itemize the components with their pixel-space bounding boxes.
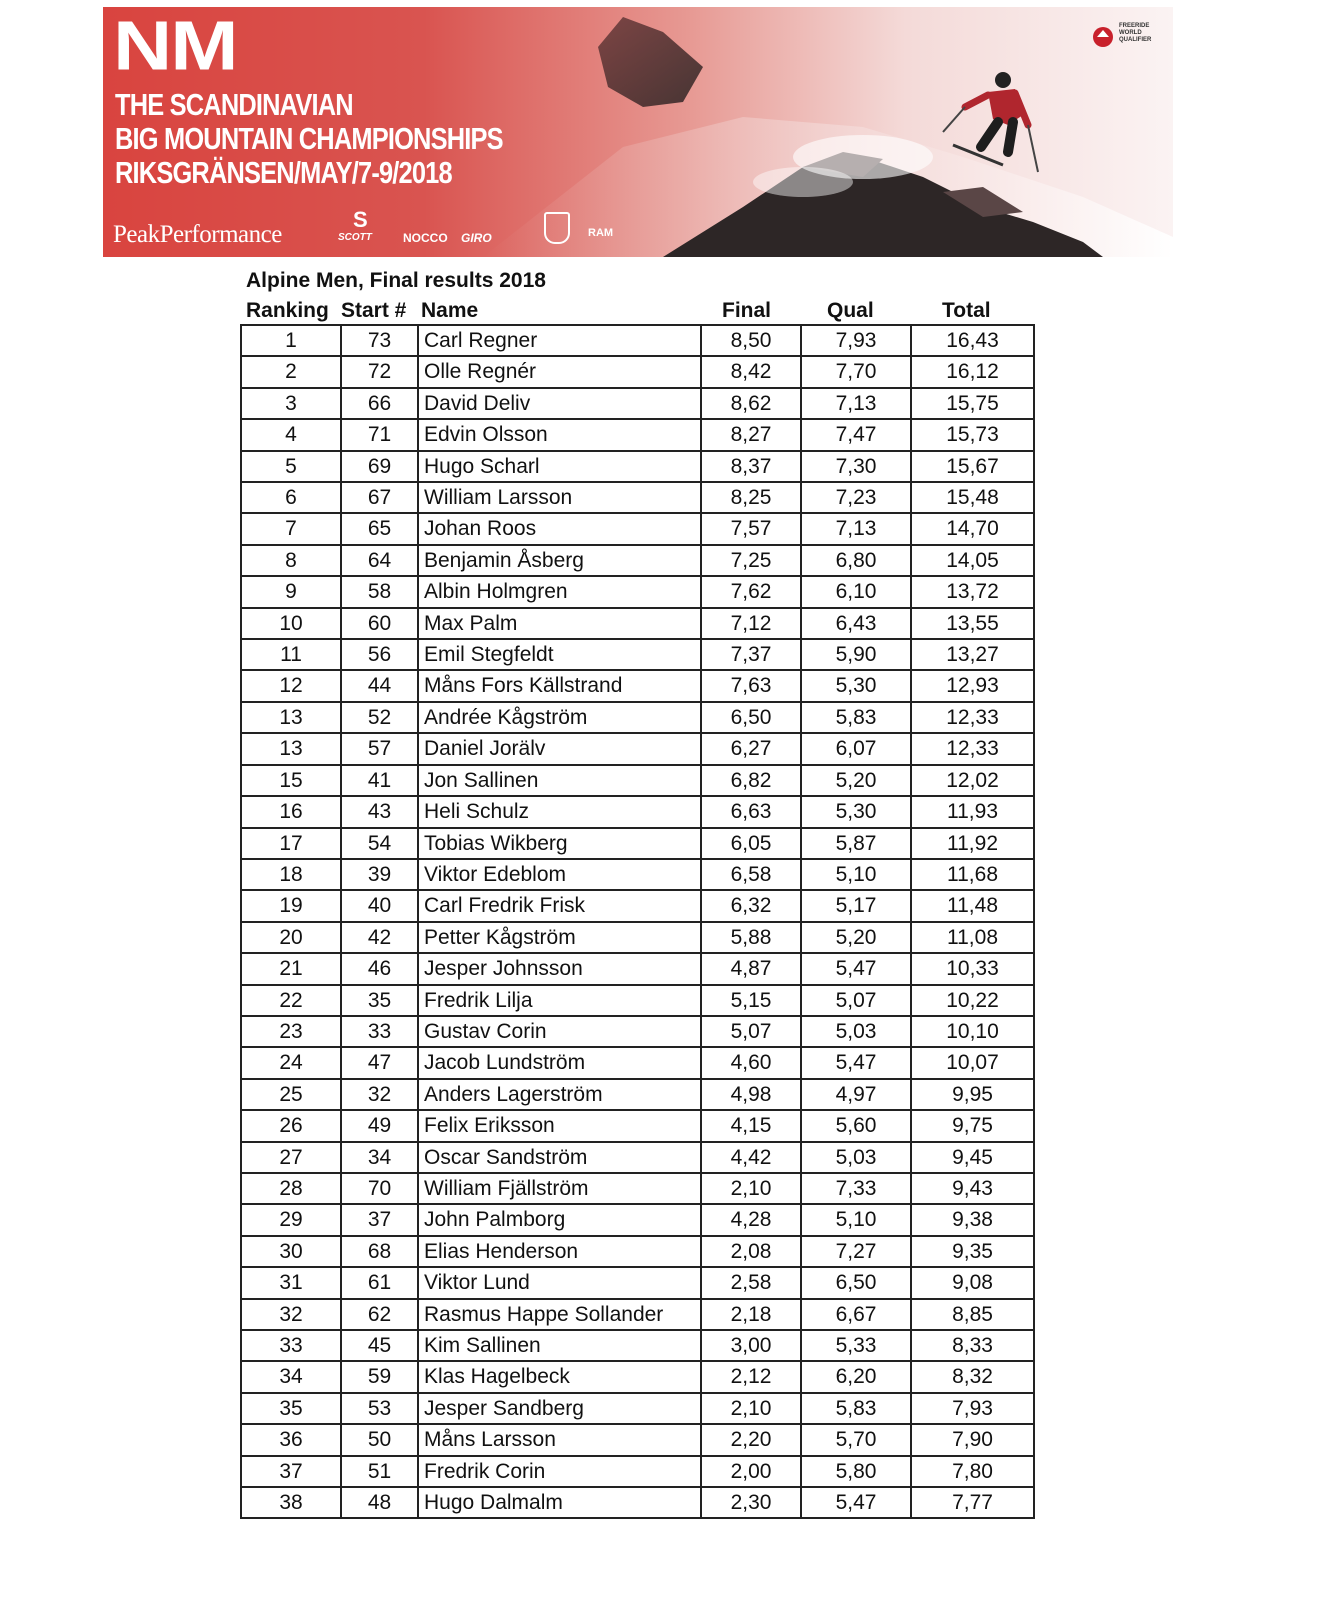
- cell-qual: 6,43: [801, 608, 911, 639]
- cell-ranking: 6: [241, 482, 341, 513]
- cell-total: 8,85: [911, 1299, 1034, 1330]
- cell-name: Daniel Jorälv: [418, 733, 701, 764]
- cell-final: 8,50: [701, 325, 801, 356]
- cell-total: 11,68: [911, 859, 1034, 890]
- results-title: Alpine Men, Final results 2018: [246, 269, 546, 292]
- cell-qual: 5,20: [801, 765, 911, 796]
- table-row: [241, 890, 1034, 921]
- sponsor-ram: RAM: [588, 227, 614, 239]
- cell-name: Elias Henderson: [418, 1236, 701, 1267]
- cell-name: Jesper Johnsson: [418, 953, 701, 984]
- cell-qual: 7,30: [801, 451, 911, 482]
- cell-start-number: 33: [341, 1016, 418, 1047]
- cell-qual: 5,20: [801, 922, 911, 953]
- cell-ranking: 21: [241, 953, 341, 984]
- cell-name: Heli Schulz: [418, 796, 701, 827]
- cell-ranking: 9: [241, 576, 341, 607]
- cell-start-number: 49: [341, 1110, 418, 1141]
- cell-start-number: 37: [341, 1204, 418, 1235]
- cell-total: 10,33: [911, 953, 1034, 984]
- cell-start-number: 60: [341, 608, 418, 639]
- cell-ranking: 32: [241, 1299, 341, 1330]
- cell-ranking: 12: [241, 670, 341, 701]
- cell-total: 11,92: [911, 828, 1034, 859]
- cell-start-number: 44: [341, 670, 418, 701]
- cell-start-number: 39: [341, 859, 418, 890]
- cell-qual: 6,20: [801, 1361, 911, 1392]
- cell-name: Rasmus Happe Sollander: [418, 1299, 701, 1330]
- shield-badge-icon: [544, 212, 570, 244]
- fwq-badge-text: FREERIDE WORLD QUALIFIER: [1119, 23, 1152, 43]
- cell-qual: 5,90: [801, 639, 911, 670]
- cell-ranking: 15: [241, 765, 341, 796]
- cell-ranking: 11: [241, 639, 341, 670]
- cell-total: 11,93: [911, 796, 1034, 827]
- cell-qual: 7,23: [801, 482, 911, 513]
- cell-final: 4,60: [701, 1047, 801, 1078]
- cell-final: 5,07: [701, 1016, 801, 1047]
- col-header-total: Total: [942, 299, 991, 322]
- table-row: [241, 985, 1034, 1016]
- cell-qual: 5,80: [801, 1456, 911, 1487]
- cell-qual: 5,87: [801, 828, 911, 859]
- headline-line-2: BIG MOUNTAIN CHAMPIONSHIPS: [115, 121, 503, 156]
- cell-start-number: 56: [341, 639, 418, 670]
- cell-total: 13,72: [911, 576, 1034, 607]
- cell-name: Edvin Olsson: [418, 419, 701, 450]
- table-row: [241, 702, 1034, 733]
- cell-name: Viktor Edeblom: [418, 859, 701, 890]
- cell-ranking: 30: [241, 1236, 341, 1267]
- cell-qual: 5,47: [801, 1047, 911, 1078]
- cell-start-number: 52: [341, 702, 418, 733]
- cell-qual: 7,13: [801, 388, 911, 419]
- cell-total: 14,05: [911, 545, 1034, 576]
- cell-final: 8,42: [701, 356, 801, 387]
- cell-ranking: 18: [241, 859, 341, 890]
- table-row: [241, 1236, 1034, 1267]
- cell-name: Anders Lagerström: [418, 1079, 701, 1110]
- cell-qual: 7,47: [801, 419, 911, 450]
- cell-final: 8,62: [701, 388, 801, 419]
- table-row: [241, 1079, 1034, 1110]
- table-row: [241, 1361, 1034, 1392]
- cell-start-number: 32: [341, 1079, 418, 1110]
- cell-ranking: 20: [241, 922, 341, 953]
- table-row: [241, 953, 1034, 984]
- cell-total: 11,08: [911, 922, 1034, 953]
- cell-start-number: 59: [341, 1361, 418, 1392]
- cell-total: 13,55: [911, 608, 1034, 639]
- cell-ranking: 23: [241, 1016, 341, 1047]
- cell-total: 16,43: [911, 325, 1034, 356]
- cell-start-number: 41: [341, 765, 418, 796]
- cell-name: Jacob Lundström: [418, 1047, 701, 1078]
- table-row: [241, 670, 1034, 701]
- col-header-qual: Qual: [827, 299, 874, 322]
- col-header-final: Final: [722, 299, 772, 322]
- cell-name: John Palmborg: [418, 1204, 701, 1235]
- cell-final: 3,00: [701, 1330, 801, 1361]
- cell-final: 6,50: [701, 702, 801, 733]
- cell-ranking: 27: [241, 1142, 341, 1173]
- cell-start-number: 72: [341, 356, 418, 387]
- cell-final: 2,30: [701, 1487, 801, 1518]
- table-row: [241, 576, 1034, 607]
- cell-ranking: 3: [241, 388, 341, 419]
- table-row: [241, 419, 1034, 450]
- cell-qual: 7,13: [801, 513, 911, 544]
- cell-final: 2,10: [701, 1173, 801, 1204]
- cell-total: 9,38: [911, 1204, 1034, 1235]
- cell-name: William Fjällström: [418, 1173, 701, 1204]
- cell-ranking: 4: [241, 419, 341, 450]
- cell-total: 8,32: [911, 1361, 1034, 1392]
- cell-final: 7,37: [701, 639, 801, 670]
- cell-final: 2,12: [701, 1361, 801, 1392]
- cell-ranking: 5: [241, 451, 341, 482]
- cell-name: Petter Kågström: [418, 922, 701, 953]
- cell-total: 7,90: [911, 1424, 1034, 1455]
- cell-qual: 5,30: [801, 796, 911, 827]
- cell-qual: 7,70: [801, 356, 911, 387]
- table-row: [241, 451, 1034, 482]
- cell-final: 7,25: [701, 545, 801, 576]
- cell-qual: 6,80: [801, 545, 911, 576]
- cell-total: 14,70: [911, 513, 1034, 544]
- table-row: [241, 482, 1034, 513]
- cell-qual: 7,93: [801, 325, 911, 356]
- cell-ranking: 34: [241, 1361, 341, 1392]
- sponsor-giro: GIRO: [461, 231, 492, 245]
- cell-ranking: 33: [241, 1330, 341, 1361]
- cell-name: Oscar Sandström: [418, 1142, 701, 1173]
- cell-ranking: 31: [241, 1267, 341, 1298]
- cell-final: 4,98: [701, 1079, 801, 1110]
- cell-total: 10,07: [911, 1047, 1034, 1078]
- cell-total: 9,35: [911, 1236, 1034, 1267]
- cell-ranking: 13: [241, 733, 341, 764]
- cell-ranking: 8: [241, 545, 341, 576]
- cell-total: 9,08: [911, 1267, 1034, 1298]
- sponsor-peak-performance: PeakPerformance: [113, 221, 282, 248]
- table-row: [241, 388, 1034, 419]
- cell-name: Måns Larsson: [418, 1424, 701, 1455]
- cell-qual: 5,03: [801, 1016, 911, 1047]
- table-row: [241, 325, 1034, 356]
- table-row: [241, 1267, 1034, 1298]
- cell-start-number: 64: [341, 545, 418, 576]
- cell-start-number: 43: [341, 796, 418, 827]
- cell-final: 2,58: [701, 1267, 801, 1298]
- headline-line-1: THE SCANDINAVIAN: [115, 87, 353, 122]
- cell-ranking: 16: [241, 796, 341, 827]
- cell-final: 7,62: [701, 576, 801, 607]
- cell-final: 7,12: [701, 608, 801, 639]
- sponsor-nocco: NOCCO: [403, 231, 448, 245]
- cell-ranking: 1: [241, 325, 341, 356]
- cell-qual: 5,83: [801, 1393, 911, 1424]
- cell-name: Olle Regnér: [418, 356, 701, 387]
- cell-ranking: 28: [241, 1173, 341, 1204]
- cell-name: Viktor Lund: [418, 1267, 701, 1298]
- cell-final: 6,63: [701, 796, 801, 827]
- event-banner: [103, 7, 1173, 257]
- cell-ranking: 7: [241, 513, 341, 544]
- cell-final: 6,32: [701, 890, 801, 921]
- cell-ranking: 29: [241, 1204, 341, 1235]
- cell-start-number: 53: [341, 1393, 418, 1424]
- results-table: [240, 324, 1035, 1519]
- cell-total: 7,77: [911, 1487, 1034, 1518]
- cell-ranking: 2: [241, 356, 341, 387]
- cell-total: 15,75: [911, 388, 1034, 419]
- table-row: [241, 1456, 1034, 1487]
- cell-final: 2,10: [701, 1393, 801, 1424]
- cell-name: Fredrik Lilja: [418, 985, 701, 1016]
- cell-start-number: 54: [341, 828, 418, 859]
- cell-start-number: 57: [341, 733, 418, 764]
- col-header-name: Name: [421, 299, 479, 322]
- cell-final: 4,42: [701, 1142, 801, 1173]
- table-row: [241, 1299, 1034, 1330]
- cell-total: 9,75: [911, 1110, 1034, 1141]
- cell-total: 15,48: [911, 482, 1034, 513]
- cell-name: Andrée Kågström: [418, 702, 701, 733]
- cell-name: Carl Fredrik Frisk: [418, 890, 701, 921]
- cell-final: 4,15: [701, 1110, 801, 1141]
- cell-total: 13,27: [911, 639, 1034, 670]
- cell-ranking: 36: [241, 1424, 341, 1455]
- table-row: [241, 545, 1034, 576]
- cell-name: Albin Holmgren: [418, 576, 701, 607]
- cell-final: 5,88: [701, 922, 801, 953]
- cell-total: 7,80: [911, 1456, 1034, 1487]
- table-row: [241, 922, 1034, 953]
- cell-qual: 5,10: [801, 859, 911, 890]
- cell-qual: 5,60: [801, 1110, 911, 1141]
- cell-name: Felix Eriksson: [418, 1110, 701, 1141]
- cell-final: 2,08: [701, 1236, 801, 1267]
- cell-name: Carl Regner: [418, 325, 701, 356]
- cell-qual: 5,83: [801, 702, 911, 733]
- table-row: [241, 765, 1034, 796]
- cell-qual: 7,27: [801, 1236, 911, 1267]
- cell-name: Klas Hagelbeck: [418, 1361, 701, 1392]
- cell-final: 6,58: [701, 859, 801, 890]
- cell-total: 12,02: [911, 765, 1034, 796]
- cell-name: Måns Fors Källstrand: [418, 670, 701, 701]
- cell-final: 6,05: [701, 828, 801, 859]
- cell-total: 16,12: [911, 356, 1034, 387]
- cell-qual: 6,50: [801, 1267, 911, 1298]
- cell-start-number: 70: [341, 1173, 418, 1204]
- cell-ranking: 26: [241, 1110, 341, 1141]
- cell-qual: 7,33: [801, 1173, 911, 1204]
- cell-total: 10,22: [911, 985, 1034, 1016]
- table-row: [241, 733, 1034, 764]
- cell-name: William Larsson: [418, 482, 701, 513]
- cell-final: 7,63: [701, 670, 801, 701]
- cell-ranking: 10: [241, 608, 341, 639]
- cell-start-number: 45: [341, 1330, 418, 1361]
- cell-final: 2,00: [701, 1456, 801, 1487]
- cell-qual: 6,10: [801, 576, 911, 607]
- cell-total: 15,67: [911, 451, 1034, 482]
- col-header-ranking: Ranking: [246, 299, 329, 322]
- cell-final: 6,82: [701, 765, 801, 796]
- cell-ranking: 17: [241, 828, 341, 859]
- cell-start-number: 34: [341, 1142, 418, 1173]
- nm-logo: NM: [113, 7, 237, 85]
- table-row: [241, 796, 1034, 827]
- cell-start-number: 48: [341, 1487, 418, 1518]
- cell-total: 10,10: [911, 1016, 1034, 1047]
- cell-final: 5,15: [701, 985, 801, 1016]
- table-row: [241, 608, 1034, 639]
- cell-qual: 6,07: [801, 733, 911, 764]
- cell-start-number: 67: [341, 482, 418, 513]
- cell-total: 12,93: [911, 670, 1034, 701]
- cell-qual: 5,30: [801, 670, 911, 701]
- headline-line-3: RIKSGRÄNSEN/MAY/7-9/2018: [115, 155, 452, 190]
- table-row: [241, 1204, 1034, 1235]
- table-row: [241, 1173, 1034, 1204]
- table-row: [241, 639, 1034, 670]
- table-row: [241, 1016, 1034, 1047]
- cell-total: 15,73: [911, 419, 1034, 450]
- cell-name: Tobias Wikberg: [418, 828, 701, 859]
- cell-start-number: 50: [341, 1424, 418, 1455]
- cell-name: Emil Stegfeldt: [418, 639, 701, 670]
- cell-qual: 6,67: [801, 1299, 911, 1330]
- table-row: [241, 1424, 1034, 1455]
- cell-name: Johan Roos: [418, 513, 701, 544]
- cell-total: 9,95: [911, 1079, 1034, 1110]
- cell-start-number: 42: [341, 922, 418, 953]
- cell-qual: 5,47: [801, 953, 911, 984]
- cell-final: 8,25: [701, 482, 801, 513]
- cell-total: 9,43: [911, 1173, 1034, 1204]
- table-row: [241, 1487, 1034, 1518]
- cell-total: 12,33: [911, 702, 1034, 733]
- cell-name: Hugo Scharl: [418, 451, 701, 482]
- cell-qual: 5,47: [801, 1487, 911, 1518]
- cell-qual: 5,33: [801, 1330, 911, 1361]
- scott-logo-icon: S: [353, 207, 368, 232]
- cell-ranking: 24: [241, 1047, 341, 1078]
- cell-final: 8,27: [701, 419, 801, 450]
- cell-name: Gustav Corin: [418, 1016, 701, 1047]
- table-row: [241, 1110, 1034, 1141]
- col-header-start: Start #: [341, 299, 407, 322]
- cell-qual: 5,07: [801, 985, 911, 1016]
- cell-qual: 5,03: [801, 1142, 911, 1173]
- cell-start-number: 61: [341, 1267, 418, 1298]
- cell-start-number: 35: [341, 985, 418, 1016]
- cell-name: Kim Sallinen: [418, 1330, 701, 1361]
- cell-name: David Deliv: [418, 388, 701, 419]
- cell-name: Max Palm: [418, 608, 701, 639]
- cell-ranking: 13: [241, 702, 341, 733]
- cell-total: 11,48: [911, 890, 1034, 921]
- table-row: [241, 1142, 1034, 1173]
- cell-total: 8,33: [911, 1330, 1034, 1361]
- results-table-body: [241, 325, 1034, 1518]
- cell-start-number: 58: [341, 576, 418, 607]
- cell-ranking: 37: [241, 1456, 341, 1487]
- cell-final: 8,37: [701, 451, 801, 482]
- cell-start-number: 47: [341, 1047, 418, 1078]
- table-row: [241, 1330, 1034, 1361]
- cell-final: 2,18: [701, 1299, 801, 1330]
- cell-start-number: 69: [341, 451, 418, 482]
- cell-start-number: 40: [341, 890, 418, 921]
- cell-ranking: 19: [241, 890, 341, 921]
- cell-start-number: 51: [341, 1456, 418, 1487]
- cell-qual: 5,70: [801, 1424, 911, 1455]
- cell-total: 12,33: [911, 733, 1034, 764]
- cell-name: Benjamin Åsberg: [418, 545, 701, 576]
- sponsor-scott: SCOTT: [338, 232, 372, 243]
- cell-ranking: 35: [241, 1393, 341, 1424]
- table-row: [241, 1393, 1034, 1424]
- cell-total: 9,45: [911, 1142, 1034, 1173]
- cell-start-number: 62: [341, 1299, 418, 1330]
- cell-qual: 5,10: [801, 1204, 911, 1235]
- cell-start-number: 68: [341, 1236, 418, 1267]
- cell-ranking: 38: [241, 1487, 341, 1518]
- cell-start-number: 66: [341, 388, 418, 419]
- cell-start-number: 71: [341, 419, 418, 450]
- cell-name: Jesper Sandberg: [418, 1393, 701, 1424]
- cell-name: Jon Sallinen: [418, 765, 701, 796]
- cell-final: 4,87: [701, 953, 801, 984]
- table-row: [241, 356, 1034, 387]
- cell-start-number: 46: [341, 953, 418, 984]
- cell-start-number: 73: [341, 325, 418, 356]
- cell-qual: 5,17: [801, 890, 911, 921]
- table-row: [241, 513, 1034, 544]
- table-row: [241, 859, 1034, 890]
- cell-start-number: 65: [341, 513, 418, 544]
- table-row: [241, 828, 1034, 859]
- cell-final: 4,28: [701, 1204, 801, 1235]
- cell-name: Hugo Dalmalm: [418, 1487, 701, 1518]
- cell-qual: 4,97: [801, 1079, 911, 1110]
- cell-ranking: 22: [241, 985, 341, 1016]
- cell-name: Fredrik Corin: [418, 1456, 701, 1487]
- cell-final: 2,20: [701, 1424, 801, 1455]
- cell-final: 6,27: [701, 733, 801, 764]
- cell-ranking: 25: [241, 1079, 341, 1110]
- table-row: [241, 1047, 1034, 1078]
- cell-final: 7,57: [701, 513, 801, 544]
- cell-total: 7,93: [911, 1393, 1034, 1424]
